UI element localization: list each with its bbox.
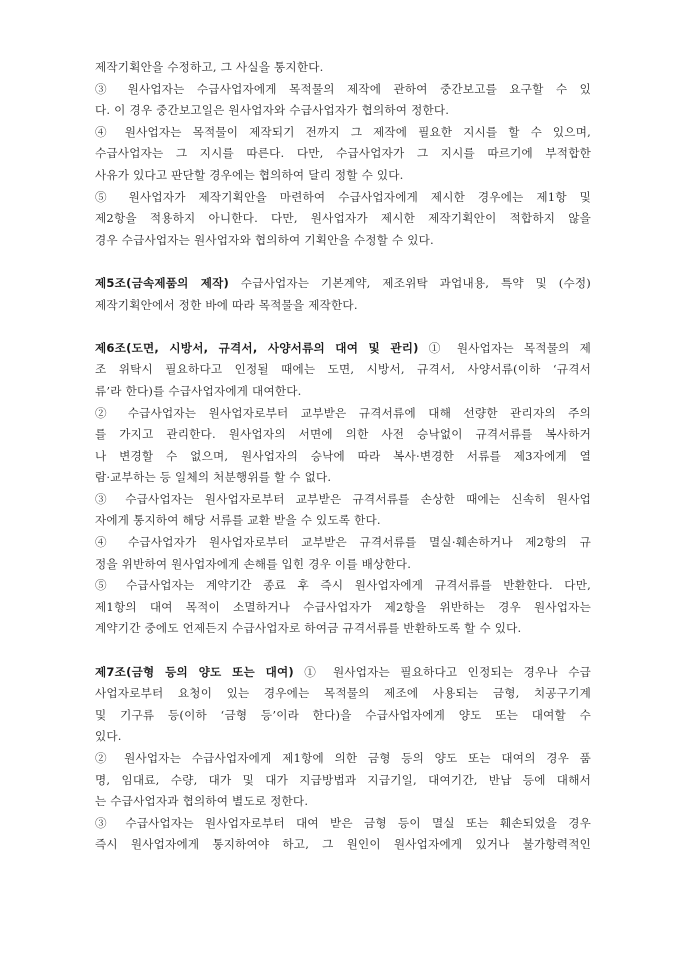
text-line: 있다. [95,729,122,744]
text-line: 는 수급사업자과 협의하여 별도로 정한다. [95,794,309,809]
text-line: ② 원사업자는 수급사업자에게 제1항에 의한 금형 등의 양도 또는 대여의 경우 품 [95,751,591,765]
text-line: 다. 이 경우 중간보고일은 원사업자와 수급사업자가 협의하여 정한다. [95,103,450,118]
article-5-title: 제5조(금속제품의 제작) [95,275,230,290]
article-6-first-line [95,338,591,360]
article-7-first-line [95,662,591,684]
text-line: 제2항을 적용하지 아니한다. 다만, 원사업자가 제시한 제작기획안이 적합하지 않을 [95,211,591,226]
text-line: 정을 위반하여 원사업자에게 손해를 입힌 경우 이를 배상한다. [95,556,412,571]
article-6-first-line-text: ① 원사업자는 목적물의 제 [418,340,591,355]
text-line: 및 기구류 등(이하 ‘금형 등’이라 한다)을 수급사업자에게 양도 또는 대여할 수 [95,707,591,722]
text-line: 수급사업자는 그 지시를 따른다. 다만, 수급사업자가 그 지시를 따르기에 부적합한 [95,146,591,161]
article-5-first-line [95,273,591,295]
text-line: 제작기획안에서 정한 바에 따라 목적물을 제작한다. [95,297,358,312]
text-line: ③ 원사업자는 수급사업자에게 목적물의 제작에 관하여 중간보고를 요구할 수 있 [95,81,591,96]
paragraph-gap [95,640,591,662]
text-line: 즉시 원사업자에게 통지하여야 하고, 그 원인이 원사업자에게 있거나 불가항력적인 [95,837,591,852]
article-5-first-line-text: 수급사업자는 기본계약, 제조위탁 과업내용, 특약 및 (수정) [229,275,591,290]
text-line: ③ 수급사업자는 원사업자로부터 대여 받은 금형 등이 멸실 또는 훼손되었을 경우 [95,815,591,830]
text-line: ④ 원사업자는 목적물이 제작되기 전까지 그 제작에 필요한 지시를 할 수 있으며, [95,124,591,139]
text-line: ③ 수급사업자는 원사업자로부터 교부받은 규격서류를 손상한 때에는 신속히 원사업 [95,491,591,506]
text-line: 류’라 한다)를 수급사업자에게 대여한다. [95,383,302,398]
text-line: 제작기획안을 수정하고, 그 사실을 통지한다. [95,60,324,74]
document-page [95,57,591,856]
text-line: 자에게 통지하여 해당 서류를 교환 받을 수 있도록 한다. [95,513,381,528]
article-7-title: 제7조(금형 등의 양도 또는 대여) [95,664,294,679]
text-line: 계약기간 중에도 언제든지 수급사업자로 하여금 규격서류를 반환하도록 할 수 있다. [95,621,522,636]
text-line: ② 수급사업자는 원사업자로부터 교부받은 규격서류에 대해 선량한 관리자의 주의 [95,405,591,420]
text-line: ④ 수급사업자가 원사업자로부터 교부받은 규격서류를 멸실·훼손하거나 제2항의 규 [95,535,591,550]
text-line: 람·교부하는 등 일체의 처분행위를 할 수 없다. [95,470,332,485]
text-line: 제1항의 대여 목적이 소멸하거나 수급사업자가 제2항을 위반하는 경우 원사업자는 [95,599,591,614]
text-line: ⑤ 원사업자가 제작기획안을 마련하여 수급사업자에게 제시한 경우에는 제1항 및 [95,189,591,204]
paragraph-gap [95,251,591,273]
text-line: 경우 수급사업자는 원사업자와 협의하여 기획안을 수정할 수 있다. [95,232,434,247]
text-line: 사업자로부터 요청이 있는 경우에는 목적물의 제조에 사용되는 금형, 치공구기계 [95,686,591,701]
text-line: ⑤ 수급사업자는 계약기간 종료 후 즉시 원사업자에게 규격서류를 반환한다. 다만, [95,578,591,593]
text-line: 사유가 있다고 판단할 경우에는 협의하여 달리 정할 수 있다. [95,167,404,182]
text-line: 를 가지고 관리한다. 원사업자의 서면에 의한 사전 승낙없이 규격서류를 복사하거 [95,427,591,442]
text-line: 나 변경할 수 없으며, 원사업자의 승낙에 따라 복사·변경한 서류를 제3자에게 열 [95,448,591,463]
article-6-title: 제6조(도면, 시방서, 규격서, 사양서류의 대여 및 관리) [95,340,419,355]
text-line: 명, 임대료, 수량, 대가 및 대가 지급방법과 지급기일, 대여기간, 반납 등에 대해서 [95,772,591,787]
article-7-first-line-text: ① 원사업자는 필요하다고 인정되는 경우나 수급 [293,664,591,679]
paragraph-gap [95,316,591,338]
text-line: 조 위탁시 필요하다고 인정될 때에는 도면, 시방서, 규격서, 사양서류(이하 ‘규격서 [95,362,591,377]
